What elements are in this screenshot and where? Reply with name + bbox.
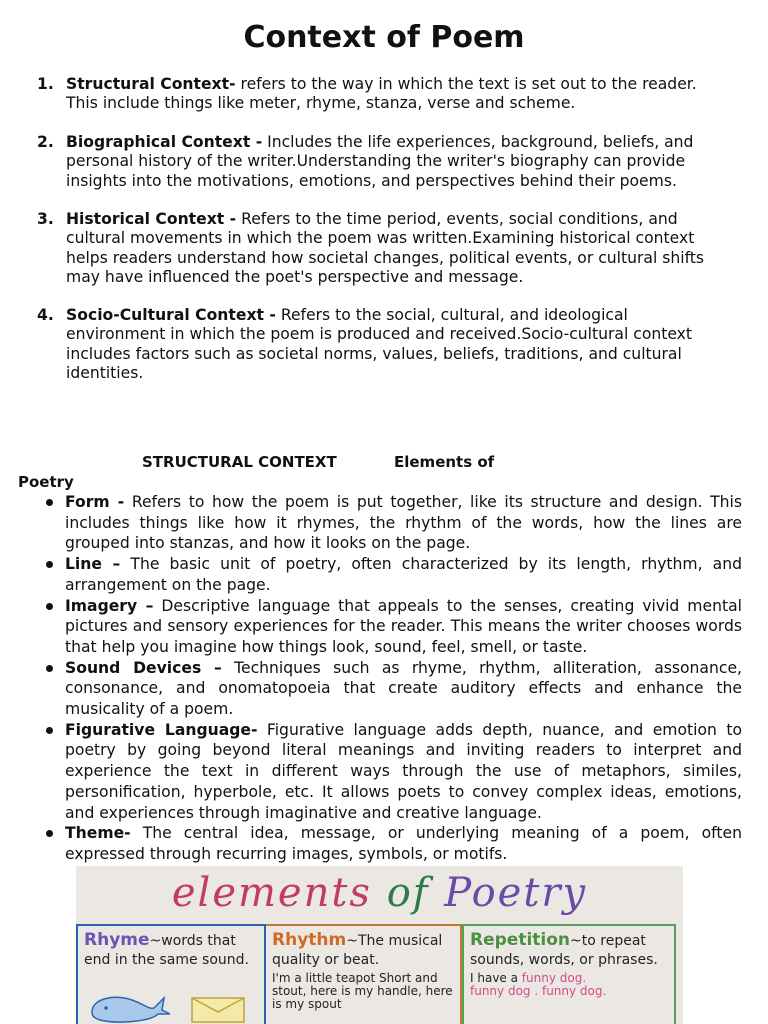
context-item-socio-cultural: [37, 306, 728, 384]
context-item-structural: [37, 75, 728, 114]
context-item-biographical: [37, 133, 728, 191]
list-number: 2.: [37, 133, 54, 151]
list-item-imagery: [65, 596, 742, 658]
context-heading: Biographical Context -: [66, 133, 263, 151]
element-text: The central idea, message, or underlying meaning of a poem, often expressed through recurring images, symbols, or motifs.: [65, 824, 742, 863]
bullet-icon: [46, 561, 53, 568]
element-heading: Figurative Language-: [65, 720, 258, 739]
poster-cell-rhyme: [76, 924, 266, 1024]
element-heading: Line –: [65, 555, 121, 574]
list-number: 3.: [37, 210, 54, 228]
rhythm-heading: Rhythm: [272, 930, 347, 950]
list-item-figurative-language: [65, 720, 742, 824]
section-heading-structural: STRUCTURAL CONTEXT: [142, 453, 337, 471]
elements-list: [65, 492, 742, 865]
repetition-example-highlight: funny dog.: [521, 971, 587, 985]
element-text: Techniques such as rhyme, rhythm, alliteration, assonance, consonance, and onomatopoeia that create auditory effects and enhance the musicality of a poem.: [65, 658, 742, 719]
page-title: Context of Poem: [243, 20, 525, 55]
repetition-heading: Repetition: [470, 930, 571, 950]
list-number: 4.: [37, 306, 54, 324]
whale-icon: [86, 988, 172, 1024]
bullet-icon: [46, 830, 53, 837]
bullet-icon: [46, 665, 53, 672]
repetition-example-repeat: funny dog . funny dog.: [470, 984, 607, 998]
rhyme-text: ~words that end in the same sound.: [84, 933, 249, 968]
rhythm-example: I'm a little teapot Short and stout, here is my handle, here is my spout: [272, 971, 453, 1011]
section-heading-elements: Elements of: [394, 453, 495, 471]
element-text: The basic unit of poetry, often characterized by its length, rhythm, and arrangement on the page.: [65, 555, 743, 594]
list-item-line: [65, 554, 742, 595]
poster-title: [76, 868, 683, 918]
section-heading-poetry: Poetry: [18, 473, 74, 491]
repetition-example-start: I have a: [470, 971, 522, 985]
element-text: Figurative language adds depth, nuance, and emotion to poetry by going beyond literal meanings and inviting readers to interpret and experience the text in different ways through the use of metaphors, similes, personification, hyperbole, etc. It allows poets to convey complex ideas, emotions, and experiences through imaginative and creative language.: [65, 720, 742, 822]
list-item-form: [65, 492, 742, 554]
context-heading: Socio-Cultural Context -: [66, 306, 276, 324]
poster-cell-rhythm: [266, 924, 462, 1024]
context-item-historical: [37, 210, 728, 288]
context-text: refers to the way in which the text is set out to the reader. This include things like meter, rhyme, stanza, verse and scheme.: [66, 75, 697, 113]
rhyme-heading: Rhyme: [84, 930, 150, 950]
bullet-icon: [46, 727, 53, 734]
rhythm-text: ~The musical quality or beat.: [272, 933, 443, 968]
element-heading: Sound Devices –: [65, 658, 222, 677]
repetition-text: ~to repeat sounds, words, or phrases.: [470, 933, 658, 968]
repetition-example: [470, 972, 668, 998]
context-text: Includes the life experiences, background, beliefs, and personal history of the writer.Understanding the writer's biography can provide insights into the motivations, emotions, and perspectives behind their poems.: [66, 133, 694, 190]
poster-cell-repetition: [462, 924, 676, 1024]
list-item-sound-devices: [65, 658, 742, 720]
context-heading: Structural Context-: [66, 75, 236, 93]
bullet-icon: [46, 499, 53, 506]
poster-title-of: of: [386, 870, 430, 916]
list-item-theme: [65, 823, 742, 864]
list-number: 1.: [37, 75, 54, 93]
element-text: Descriptive language that appeals to the senses, creating vivid mental pictures and sensory experiences for the reader. This means the writer chooses words that help you imagine how things look, sound, feel, smell, or taste.: [65, 596, 742, 656]
poster-grid: [76, 924, 683, 1024]
context-heading: Historical Context -: [66, 210, 237, 228]
context-text: Refers to the social, cultural, and ideological environment in which the poem is produced and received.Socio-cultural context includes factors such as societal norms, values, beliefs, traditions, and cultural identities.: [66, 306, 693, 383]
poster-title-poetry: Poetry: [444, 870, 588, 916]
poster-title-elements: elements: [171, 870, 372, 916]
bullet-icon: [46, 603, 53, 610]
envelope-icon: [190, 996, 246, 1024]
context-text: Refers to the time period, events, social conditions, and cultural movements in which the poem was written.Examining historical context helps readers understand how societal changes, political events, or cultural shifts may have influenced the poet's perspective and message.: [66, 210, 705, 287]
element-text: Refers to how the poem is put together, like its structure and design. This includes things like how it rhymes, the rhythm of the words, how the lines are grouped into stanzas, and how it looks on the page.: [65, 493, 742, 553]
element-heading: Form -: [65, 493, 125, 511]
element-heading: Theme-: [65, 824, 131, 843]
element-heading: Imagery –: [65, 596, 154, 615]
elements-of-poetry-poster: [76, 866, 683, 1024]
